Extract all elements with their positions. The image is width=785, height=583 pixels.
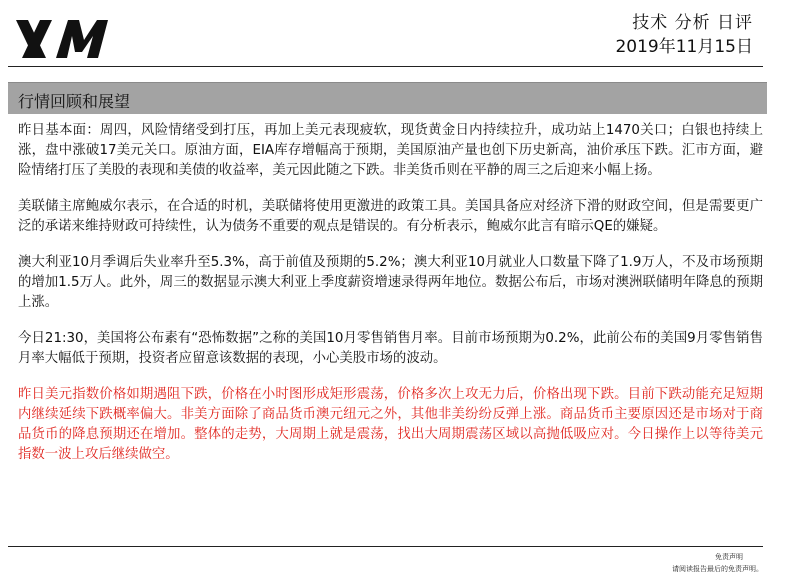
paragraph-usd-outlook: 昨日美元指数价格如期遇阻下跌，价格在小时图形成矩形震荡，价格多次上攻无力后，价格出现下跌。目前下跌动能充足短期内继续延续下跌概率偏大。非美方面除了商品货币澳元纽元之外，其他非美纷纷反弹上涨。商品货币主要原因还是市场对于商品货币的降息预期还在增加。整体的走势，大周期上就是震荡，找出大周期震荡区域以高抛低吸应对。今日操作上以等待美元指数一波上攻后继续做空。 [18, 387, 763, 462]
article-body [18, 121, 763, 481]
xm-logo [12, 16, 124, 62]
report-date: 2019年11月15日 [615, 37, 753, 57]
header-divider [8, 66, 763, 67]
footer-divider [8, 546, 763, 547]
section-header-bar [8, 82, 767, 114]
paragraph-retail-sales: 今日21:30，美国将公布素有“恐怖数据”之称的美国10月零售销售月率。目前市场预期为0.2%，此前公布的美国9月零售销售月率大幅低于预期，投资者应留意该数据的表现，小心美股市场的波动。 [18, 331, 763, 366]
paragraph-fundamentals: 昨日基本面：周四，风险情绪受到打压，再加上美元表现疲软，现货黄金日内持续拉升，成功站上1470关口；白银也持续上涨，盘中涨破17美元关口。原油方面，EIA库存增幅高于预期，美国原油产量也创下历史新高，油价承压下跌。汇市方面，避险情绪打压了美股的表现和美债的收益率，美元因此随之下跌。非美货币则在平静的周三之后迎来小幅上扬。 [18, 123, 763, 178]
section-title: 行情回顾和展望 [18, 92, 131, 111]
disclaimer-note: 请阅读报告最后的免责声明。 [672, 565, 763, 573]
paragraph-fed-powell: 美联储主席鲍威尔表示，在合适的时机，美联储将使用更激进的政策工具。美国具备应对经济下滑的财政空间，但是需要更广泛的承诺来维持财政可持续性，认为债务不重要的观点是错误的。有分析表示，鲍威尔此言有暗示QE的嫌疑。 [18, 199, 763, 234]
disclaimer-title: 免责声明 [715, 553, 743, 561]
report-type-label: 技术 分析 日评 [632, 13, 753, 33]
paragraph-australia-jobs: 澳大利亚10月季调后失业率升至5.3%，高于前值及预期的5.2%；澳大利亚10月就业人口数量下降了1.9万人，不及市场预期的增加1.5万人。此外，周三的数据显示澳大利亚上季度薪资增速录得两年地位。数据公布后，市场对澳洲联储明年降息的预期上涨。 [18, 255, 763, 310]
